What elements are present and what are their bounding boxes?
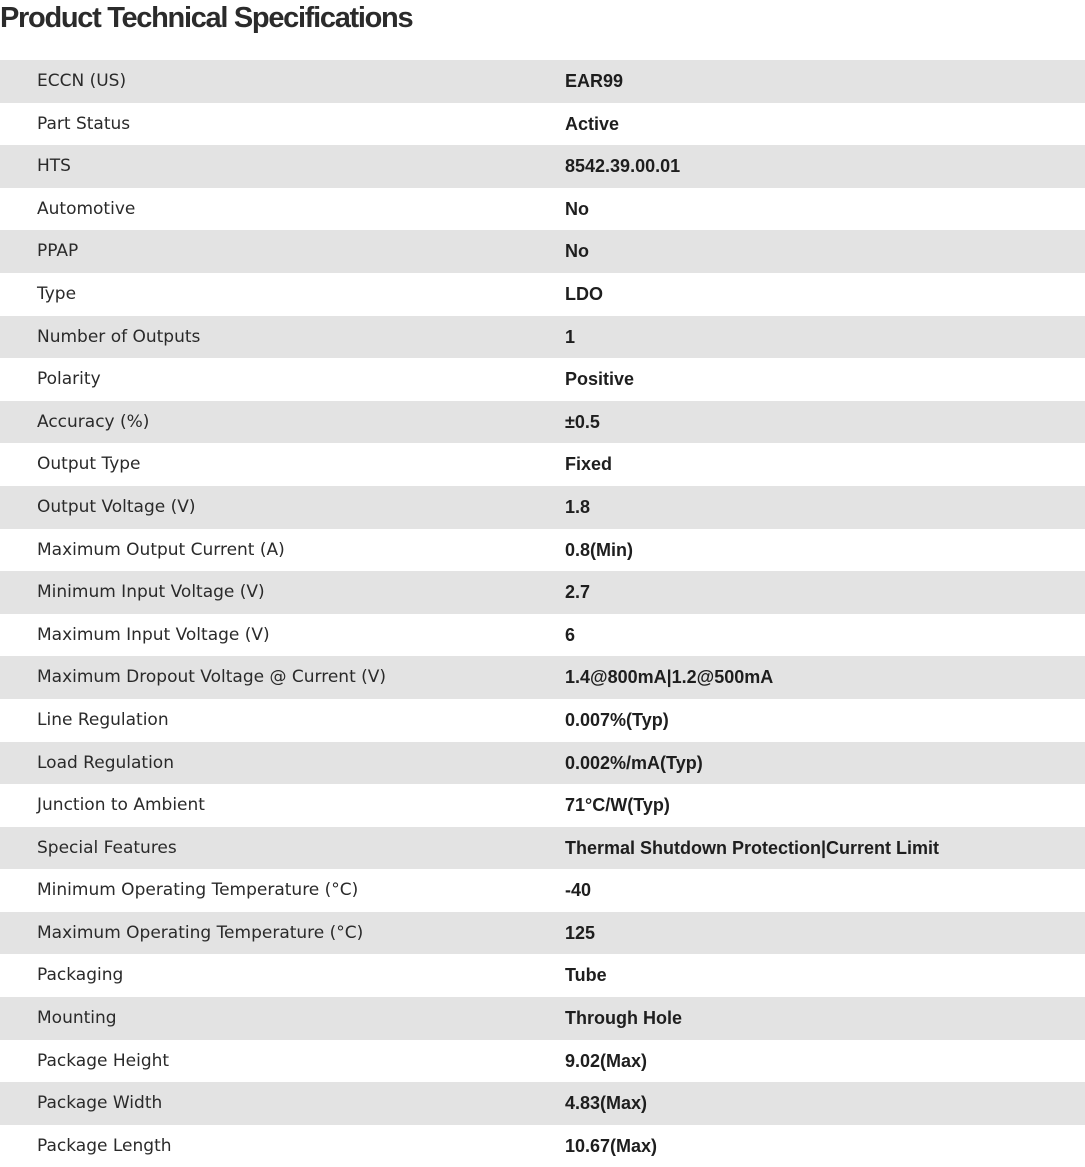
spec-value: -40 [565,880,592,901]
spec-label: Package Width [37,1093,163,1114]
spec-row-package-width [0,1082,1085,1125]
spec-row-automotive [0,188,1085,231]
spec-row-number-of-outputs [0,316,1085,359]
spec-label: Junction to Ambient [37,795,205,816]
spec-label: Part Status [37,113,131,134]
spec-value: LDO [565,283,603,304]
spec-value: 1 [565,326,576,347]
spec-label: ECCN (US) [37,71,127,91]
spec-row-part-status [0,103,1085,146]
spec-row-ppap [0,230,1085,273]
spec-value: Thermal Shutdown Protection|Current Limit [565,837,940,858]
spec-value: No [565,241,589,262]
spec-label: Packaging [37,965,124,986]
spec-label: Automotive [37,198,136,219]
spec-row-mounting [0,997,1085,1040]
spec-value: 71°C/W(Typ) [565,795,670,816]
spec-label: Output Voltage (V) [37,496,196,517]
spec-label: Maximum Dropout Voltage @ Current (V) [37,667,387,688]
spec-value: 0.002%/mA(Typ) [565,752,703,773]
spec-label: Line Regulation [37,709,169,730]
spec-value: ±0.5 [565,411,600,432]
spec-label: Package Height [37,1050,170,1071]
spec-value: 0.007%(Typ) [565,709,669,730]
spec-value: 125 [565,922,596,943]
spec-value: Through Hole [565,1008,682,1029]
spec-value: 10.67(Max) [565,1135,658,1156]
spec-label: Polarity [37,369,101,390]
spec-label: Maximum Output Current (A) [37,539,285,560]
spec-label: Minimum Operating Temperature (°C) [37,880,359,901]
spec-value: No [565,198,589,219]
spec-row-special-features [0,827,1085,870]
spec-label: Maximum Input Voltage (V) [37,624,270,645]
spec-value: Positive [565,369,635,390]
spec-label: Type [37,283,77,304]
spec-row-max-output-current [0,529,1085,572]
spec-label: HTS [37,156,71,177]
spec-value: 4.83(Max) [565,1093,648,1114]
spec-row-polarity [0,358,1085,401]
spec-row-hts [0,145,1085,188]
spec-row-junction-to-ambient [0,784,1085,827]
spec-row-max-operating-temp [0,912,1085,955]
page-title: Product Technical Specifications [0,2,413,34]
spec-row-max-input-voltage [0,614,1085,657]
spec-value: 0.8(Min) [565,539,634,560]
spec-row-package-height [0,1040,1085,1083]
spec-label: Load Regulation [37,752,174,773]
spec-row-packaging [0,954,1085,997]
spec-label: Number of Outputs [37,326,201,347]
spec-value: 9.02(Max) [565,1050,648,1071]
spec-row-load-regulation [0,742,1085,785]
spec-row-min-input-voltage [0,571,1085,614]
spec-value: EAR99 [565,71,624,91]
spec-label: Maximum Operating Temperature (°C) [37,922,364,943]
spec-row-min-operating-temp [0,869,1085,912]
spec-label: Mounting [37,1008,117,1029]
spec-row-accuracy [0,401,1085,444]
spec-value: Fixed [565,454,613,475]
spec-value: 1.8 [565,496,591,517]
spec-label: PPAP [37,241,79,262]
spec-row-eccn [0,60,1085,103]
spec-value: 8542.39.00.01 [565,156,681,177]
spec-value: 1.4@800mA|1.2@500mA [565,667,774,688]
spec-value: Active [565,113,620,134]
spec-row-output-voltage [0,486,1085,529]
spec-row-max-dropout-voltage [0,656,1085,699]
spec-table [0,60,1085,1167]
spec-value: 2.7 [565,582,591,603]
spec-row-output-type [0,443,1085,486]
spec-label: Accuracy (%) [37,411,150,432]
spec-label: Minimum Input Voltage (V) [37,582,265,603]
spec-label: Output Type [37,454,141,475]
spec-value: 6 [565,624,576,645]
spec-value: Tube [565,965,607,986]
spec-row-type [0,273,1085,316]
spec-row-line-regulation [0,699,1085,742]
spec-label: Package Length [37,1135,172,1156]
spec-label: Special Features [37,837,177,858]
